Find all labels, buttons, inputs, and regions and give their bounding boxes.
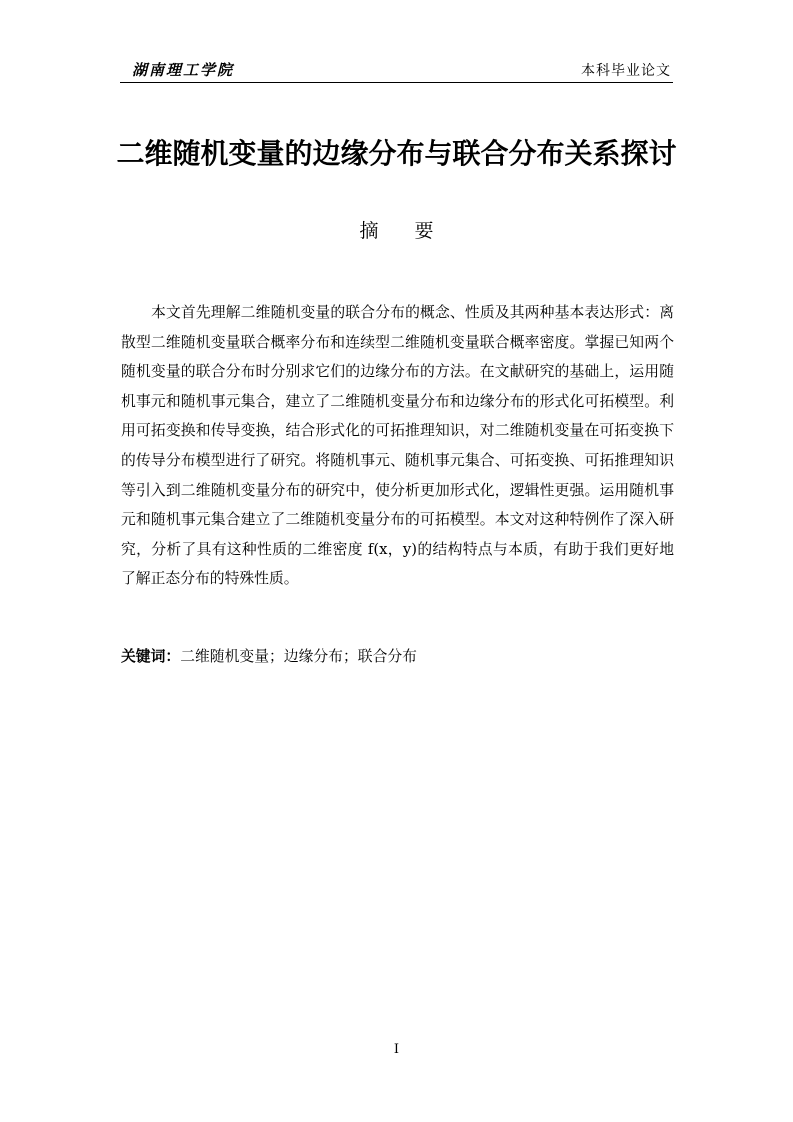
keywords-line [121, 645, 674, 669]
page-header [120, 54, 673, 83]
keywords-label: 关键词： [121, 648, 181, 665]
paper-title: 二维随机变量的边缘分布与联合分布关系探讨 [116, 137, 677, 170]
page-number: I [393, 1042, 400, 1057]
abstract-heading-char-1: 摘 [359, 220, 379, 242]
abstract-heading-char-2: 要 [414, 220, 434, 242]
keywords-value: 二维随机变量；边缘分布；联合分布 [180, 648, 417, 665]
header-doc-type: 本科毕业论文 [581, 63, 671, 79]
abstract-body: 本文首先理解二维随机变量的联合分布的概念、性质及其两种基本表达形式：离散型二维随机变量联合概率分布和连续型二维随机变量联合概率密度。掌握已知两个随机变量的联合分布时分别求它们的边缘分布的方法。在文献研究的基础上，运用随机事元和随机事元集合，建立了二维随机变量分布和边缘分布的形式化可拓模型。利用可拓变换和传导变换，结合形式化的可拓推理知识，对二维随机变量在可拓变换下的传导分布模型进行了研究。将随机事元、随机事元集合、可拓变换、可拓推理知识等引入到二维随机变量分布的研究中，使分析更加形式化，逻辑性更强。运用随机事元和随机事元集合建立了二维随机变量分布的可拓模型。本文对这种特例作了深入研究，分析了具有这种性质的二维密度 f(x，y)的结构特点与本质，有助于我们更好地了解正态分布的特殊性质。 [121, 304, 674, 588]
header-institution: 湖南理工学院 [132, 61, 235, 79]
abstract-heading [0, 216, 793, 243]
